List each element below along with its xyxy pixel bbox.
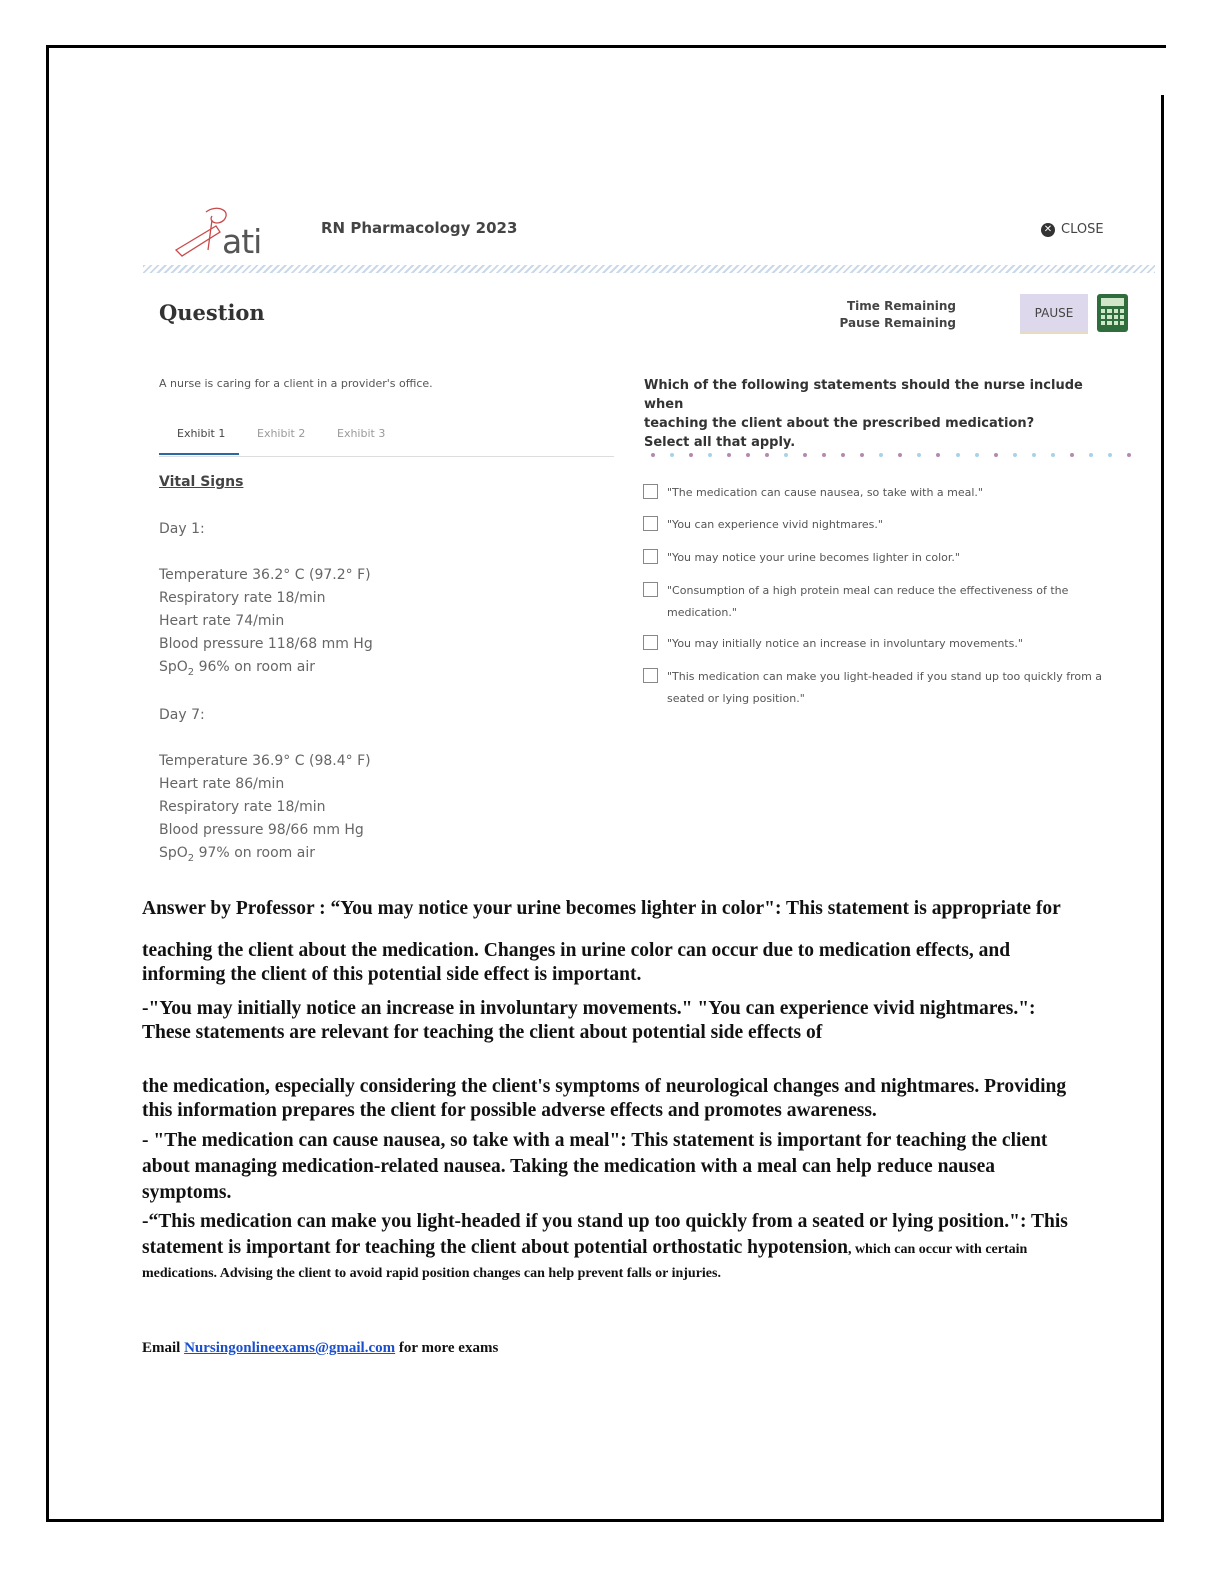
prompt-line: Which of the following statements should the nurse include when bbox=[644, 378, 1083, 412]
answer-line: -“This medication can make you light-headed if you stand up too quickly from a seated or lying position.": This bbox=[142, 1211, 1068, 1232]
progress-dot bbox=[746, 453, 750, 457]
progress-dot bbox=[1108, 453, 1112, 457]
answer-line: Answer by Professor : “You may notice your urine becomes lighter in color": This statement is appropriate for bbox=[142, 898, 1061, 919]
checkbox[interactable] bbox=[643, 484, 658, 499]
progress-dot bbox=[822, 453, 826, 457]
answer-line: statement is important for teaching the client about potential orthostatic hypotension, which can occur with certain bbox=[142, 1237, 1028, 1258]
close-button[interactable] bbox=[1041, 222, 1104, 237]
active-tab-indicator bbox=[159, 453, 239, 455]
page-title: Question bbox=[159, 300, 265, 325]
progress-dot bbox=[994, 453, 998, 457]
timer-panel bbox=[820, 298, 956, 332]
close-label: CLOSE bbox=[1061, 222, 1104, 237]
checkbox[interactable] bbox=[643, 549, 658, 564]
progress-dot bbox=[956, 453, 960, 457]
email-link[interactable]: Nursingonlineexams@gmail.com bbox=[184, 1340, 396, 1356]
header-divider bbox=[143, 265, 1155, 273]
prompt-line: teaching the client about the prescribed medication? bbox=[644, 416, 1035, 431]
answer-line: about managing medication-related nausea. Taking the medication with a meal can help reduce nausea bbox=[142, 1156, 996, 1177]
logo-text: ati bbox=[222, 222, 262, 261]
day7-vitals bbox=[159, 750, 371, 870]
tab-exhibit-2[interactable]: Exhibit 2 bbox=[257, 427, 306, 440]
progress-dot bbox=[651, 453, 655, 457]
pause-remaining-label: Pause Remaining bbox=[839, 316, 956, 330]
answer-line: informing the client of this potential side effect is important. bbox=[142, 964, 642, 985]
vital-line: Heart rate 74/min bbox=[159, 613, 285, 629]
progress-dot bbox=[1032, 453, 1036, 457]
time-remaining-label: Time Remaining bbox=[846, 299, 956, 313]
vital-line-spo2: SpO$_2$ 96% on room air bbox=[159, 659, 315, 678]
progress-dot bbox=[917, 453, 921, 457]
checkbox[interactable] bbox=[643, 516, 658, 531]
option-3[interactable]: "You may notice your urine becomes lighter in color." bbox=[643, 547, 1113, 569]
progress-dot bbox=[1127, 453, 1131, 457]
vital-line: Temperature 36.9° C (98.4° F) bbox=[159, 753, 371, 769]
checkbox[interactable] bbox=[643, 668, 658, 683]
answer-line: teaching the client about the medication. Changes in urine color can occur due to medication effects, and bbox=[142, 940, 1011, 961]
answer-line: These statements are relevant for teaching the client about potential side effects of bbox=[142, 1022, 823, 1043]
vital-line: Heart rate 86/min bbox=[159, 776, 285, 792]
progress-dots bbox=[651, 451, 1131, 459]
vital-line: Respiratory rate 18/min bbox=[159, 799, 326, 815]
answer-line: medications. Advising the client to avoid rapid position changes can help prevent falls or injuries. bbox=[142, 1266, 721, 1281]
question-prompt bbox=[644, 376, 1124, 452]
progress-dot bbox=[1013, 453, 1017, 457]
day1-vitals bbox=[159, 564, 373, 684]
tab-exhibit-1[interactable]: Exhibit 1 bbox=[177, 427, 226, 440]
progress-dot bbox=[765, 453, 769, 457]
scenario-text: A nurse is caring for a client in a provider's office. bbox=[159, 377, 433, 390]
page-border-right bbox=[1161, 95, 1164, 1522]
answer-line: this information prepares the client for possible adverse effects and promotes awareness. bbox=[142, 1100, 877, 1121]
progress-dot bbox=[1089, 453, 1093, 457]
progress-dot bbox=[1070, 453, 1074, 457]
progress-dot bbox=[784, 453, 788, 457]
progress-dot bbox=[689, 453, 693, 457]
option-2[interactable]: "You can experience vivid nightmares." bbox=[643, 514, 1113, 536]
checkbox[interactable] bbox=[643, 582, 658, 597]
calculator-icon[interactable] bbox=[1097, 294, 1128, 332]
option-5[interactable]: "You may initially notice an increase in involuntary movements." bbox=[643, 633, 1113, 655]
page-border-left bbox=[46, 45, 49, 1522]
answer-line: the medication, especially considering the client's symptoms of neurological changes and nightmares. Providing bbox=[142, 1076, 1067, 1097]
progress-dot bbox=[841, 453, 845, 457]
day1-label: Day 1: bbox=[159, 521, 205, 537]
vital-line-spo2: SpO$_2$ 97% on room air bbox=[159, 845, 315, 864]
progress-dot bbox=[803, 453, 807, 457]
page-border-bottom bbox=[46, 1519, 1164, 1522]
progress-dot bbox=[1051, 453, 1055, 457]
answer-line: -"You may initially notice an increase in involuntary movements." "You can experience vivid nightmares.": bbox=[142, 998, 1036, 1019]
email-footer: Email Nursingonlineexams@gmail.com for more exams bbox=[142, 1340, 499, 1356]
progress-dot bbox=[670, 453, 674, 457]
page-border-top bbox=[46, 45, 1166, 48]
vital-signs-heading: Vital Signs bbox=[159, 474, 244, 490]
vital-line: Blood pressure 118/68 mm Hg bbox=[159, 636, 373, 652]
option-1[interactable]: "The medication can cause nausea, so take with a meal." bbox=[643, 482, 1113, 504]
exhibit-tabs bbox=[159, 424, 614, 457]
vital-line: Blood pressure 98/66 mm Hg bbox=[159, 822, 364, 838]
option-4[interactable]: "Consumption of a high protein meal can reduce the effectiveness of the medication." bbox=[643, 580, 1113, 624]
progress-dot bbox=[975, 453, 979, 457]
progress-dot bbox=[708, 453, 712, 457]
vital-line: Respiratory rate 18/min bbox=[159, 590, 326, 606]
answer-line: symptoms. bbox=[142, 1182, 232, 1203]
pause-button[interactable]: PAUSE bbox=[1020, 294, 1088, 334]
progress-dot bbox=[879, 453, 883, 457]
app-title: RN Pharmacology 2023 bbox=[321, 219, 518, 237]
progress-dot bbox=[860, 453, 864, 457]
answer-line: - "The medication can cause nausea, so take with a meal": This statement is important for teaching the client bbox=[142, 1130, 1048, 1151]
progress-dot bbox=[727, 453, 731, 457]
option-6[interactable]: "This medication can make you light-headed if you stand up too quickly from a seated or lying position." bbox=[643, 666, 1113, 710]
day7-label: Day 7: bbox=[159, 707, 205, 723]
checkbox[interactable] bbox=[643, 635, 658, 650]
progress-dot bbox=[936, 453, 940, 457]
vital-line: Temperature 36.2° C (97.2° F) bbox=[159, 567, 371, 583]
prompt-line: Select all that apply. bbox=[644, 435, 796, 450]
close-icon: ✕ bbox=[1041, 223, 1055, 237]
tab-exhibit-3[interactable]: Exhibit 3 bbox=[337, 427, 386, 440]
progress-dot bbox=[898, 453, 902, 457]
